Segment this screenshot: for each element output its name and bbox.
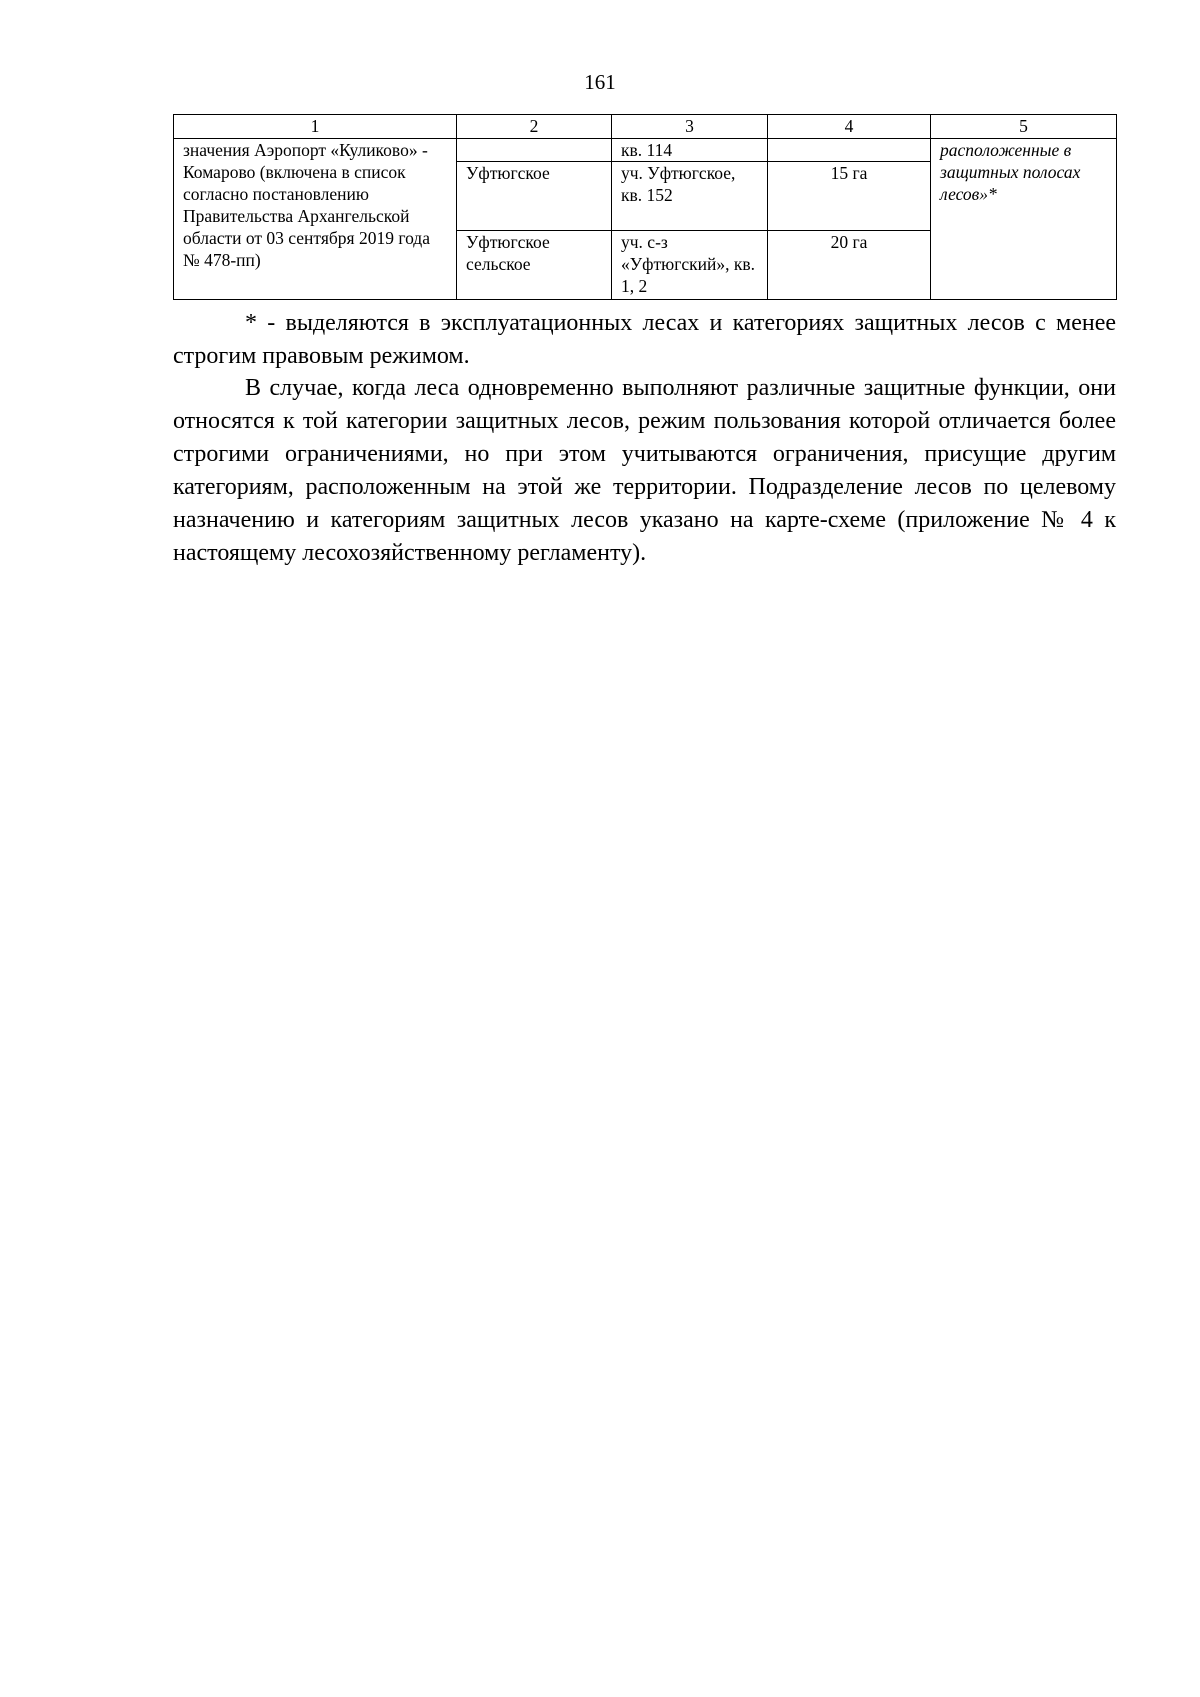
column-header: 1 (174, 115, 457, 139)
municipality-cell: Уфтюгское сельское (457, 231, 612, 300)
municipality-cell: Уфтюгское (457, 162, 612, 231)
column-header: 3 (612, 115, 768, 139)
body-paragraph (173, 372, 1116, 570)
area-cell: 20 га (768, 231, 931, 300)
quarter-cell: кв. 114 (612, 139, 768, 162)
category-cell: расположенные в защитных полосах лесов»* (931, 139, 1117, 300)
footnote-text: * - выделяются в эксплуатационных лесах и категориях защитных лесов с менее строгим правовым режимом. (173, 310, 1116, 369)
footnote (173, 307, 1116, 373)
municipality-cell (457, 139, 612, 162)
quarter-cell: уч. Уфтюгское, кв. 152 (612, 162, 768, 231)
purpose-description-cell: значения Аэропорт «Куликово» - Комарово (включена в список согласно постановлению Правительства Архангельской области от 03 сентября 2019 года № 478-пп) (174, 139, 457, 300)
column-header: 2 (457, 115, 612, 139)
column-header: 4 (768, 115, 931, 139)
quarter-cell: уч. с-з «Уфтюгский», кв. 1, 2 (612, 231, 768, 300)
column-header: 5 (931, 115, 1117, 139)
page-number: 161 (584, 70, 616, 94)
table-header-row (174, 115, 1117, 139)
forest-table (173, 114, 1117, 300)
area-cell: 15 га (768, 162, 931, 231)
area-cell (768, 139, 931, 162)
body-paragraph-text: В случае, когда леса одновременно выполняют различные защитные функции, они относятся к той категории защитных лесов, режим пользования которой отличается более строгими ограничениями, но при этом учитываются ограничения, присущие другим категориям, расположенным на этой же территории. Подразделение лесов по целевому назначению и категориям защитных лесов указано на карте-схеме (приложение № 4 к настоящему лесохозяйственному регламенту). (173, 375, 1116, 566)
table-row (174, 139, 1117, 162)
